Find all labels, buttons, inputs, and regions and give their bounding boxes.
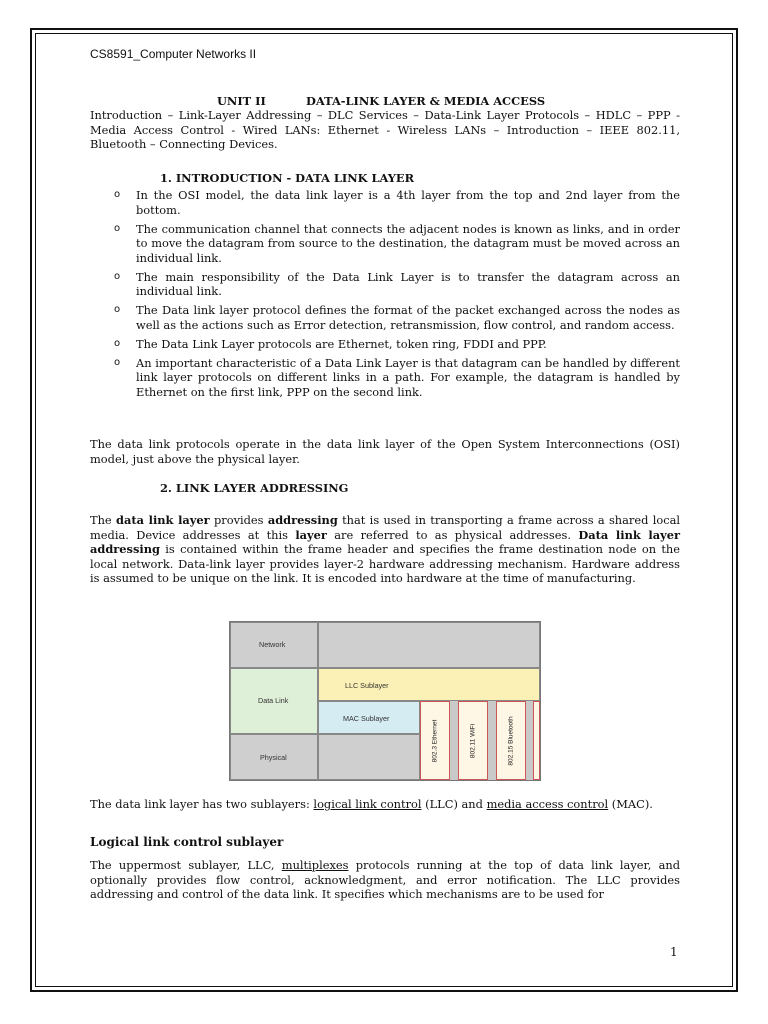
std-wifi (458, 701, 488, 780)
page-number: 1 (670, 945, 678, 959)
section1-bullets (90, 188, 680, 404)
bullet-text: The main responsibility of the Data Link Layer is to transfer the datagram across an individual link. (136, 269, 680, 298)
std-ethernet (420, 701, 450, 780)
llc-paragraph (90, 858, 680, 902)
multiplexes-link[interactable]: multiplexes (281, 858, 349, 872)
bullet-marker: o (114, 356, 121, 368)
bullet-text: The Data Link Layer protocols are Ethernet, token ring, FDDI and PPP. (136, 336, 547, 351)
bullet-marker: o (114, 337, 121, 349)
list-item (90, 356, 680, 400)
llc-heading: Logical link control sublayer (90, 835, 284, 849)
list-item (90, 337, 680, 352)
std-bluetooth-label: 802.15 Bluetooth (507, 715, 515, 766)
llc-label: LLC Sublayer (345, 681, 389, 690)
text-run: protocols running at the top of data link layer, and optionally provides flow control, acknowledgment, and error notification. The LLC provides addressing and control of the data link. It specifies which mechanisms are to be used for (90, 858, 680, 901)
section2-heading: 2. LINK LAYER ADDRESSING (160, 481, 349, 495)
bold-term: Data link layer addressing (90, 527, 681, 556)
text-run: is contained within the frame header and specifies the frame destination node on the local network. Data-link layer provides layer-2 hardware addressing mechanism. Hardware address is assumed to be unique on the link. It is encoded into hardware at the time of manufacturing. (90, 542, 680, 585)
bullet-text: In the OSI model, the data link layer is a 4th layer from the top and 2nd layer from the bottom. (136, 188, 680, 217)
text-run: provides (209, 513, 268, 527)
text-run: are referred to as physical addresses. (326, 527, 579, 542)
text-run: that is used in transporting a frame across a shared local media. Device addresses at this (90, 513, 681, 542)
std-bluetooth (496, 701, 526, 780)
bullet-text: The communication channel that connects the adjacent nodes is known as links, and in order to move the datagram from source to the destination, the datagram must be moved across an individual link. (136, 221, 680, 265)
std-ethernet-label: 802.3 Ethernet (431, 719, 439, 762)
std-more (533, 701, 540, 780)
physical-row (318, 734, 420, 780)
physical-label: Physical (260, 753, 287, 762)
mac-label: MAC Sublayer (343, 714, 390, 723)
list-item (90, 270, 680, 299)
section2-paragraph (90, 513, 680, 586)
sublayers-paragraph (90, 797, 680, 812)
list-item (90, 188, 680, 217)
bullet-marker: o (114, 189, 121, 200)
course-header: CS8591_Computer Networks II (90, 47, 257, 61)
bullet-text: The Data link layer protocol defines the format of the packet exchanged across the nodes as well as the actions such as Error detection, retransmission, flow control, and random access. (136, 303, 680, 332)
text-run: The data link layer has two sublayers: (90, 797, 314, 811)
text-run: The uppermost sublayer, LLC, (90, 858, 282, 872)
layer-diagram (229, 621, 541, 781)
bold-term: data link layer (115, 513, 210, 527)
text-run: (MAC). (608, 797, 653, 811)
network-cell (230, 622, 318, 668)
mac-sublayer (318, 701, 420, 734)
bold-term: addressing (267, 513, 338, 527)
datalink-cell (230, 668, 318, 734)
unit-number: UNIT II (217, 94, 266, 108)
bullet-marker: o (114, 270, 121, 282)
unit-topics: Introduction – Link-Layer Addressing – DLC Services – Data-Link Layer Protocols – HDLC – PPP - Media Access Control - Wired LANs: Ethernet - Wireless LANs – Introduction – IEEE 802.11, Bluetooth – Connecting Devices. (90, 108, 680, 151)
list-item (90, 303, 680, 332)
text-run: (LLC) and (421, 797, 487, 811)
physical-cell (230, 734, 318, 780)
section1-closing: The data link protocols operate in the data link layer of the Open System Interconnections (OSI) model, just above the physical layer. (90, 437, 680, 466)
llc-link[interactable]: logical link control (313, 797, 422, 811)
bullet-marker: o (114, 304, 121, 315)
text-run: The (90, 513, 116, 527)
std-wifi-label: 802.11 WiFi (469, 723, 477, 758)
section1-heading: 1. INTRODUCTION - DATA LINK LAYER (160, 171, 415, 185)
mac-link[interactable]: media access control (486, 797, 609, 811)
network-row (318, 622, 540, 668)
unit-name: DATA-LINK LAYER & MEDIA ACCESS (306, 94, 546, 108)
list-item (90, 222, 680, 266)
bullet-marker: o (114, 222, 121, 234)
bold-term: layer (295, 527, 327, 542)
network-label: Network (259, 640, 286, 649)
bullet-text: An important characteristic of a Data Link Layer is that datagram can be handled by different link layer protocols on different links in a path. For example, the datagram is handled by Ethernet on the first link, PPP on the second link. (136, 355, 680, 399)
datalink-label: Data Link (258, 696, 289, 705)
llc-sublayer (318, 668, 540, 701)
